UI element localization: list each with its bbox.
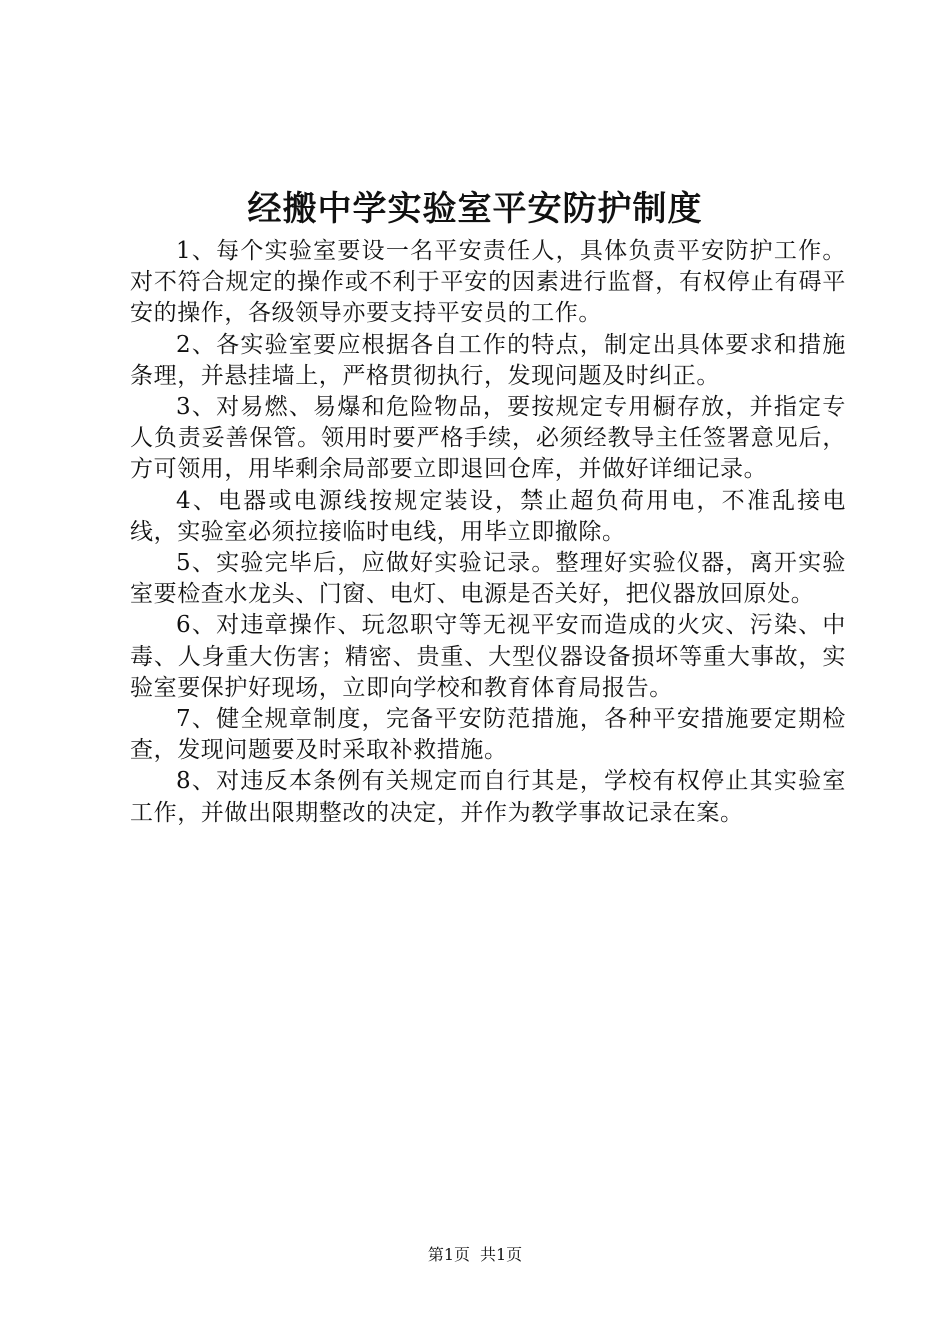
paragraph-2: 2、各实验室要应根据各自工作的特点，制定出具体要求和措施条理，并悬挂墙上，严格贯彻执行，发现问题及时纠正。 [130, 331, 846, 389]
paragraph-7: 7、健全规章制度，完备平安防范措施，各种平安措施要定期检查，发现问题要及时采取补救措施。 [130, 706, 846, 764]
paragraph-3: 3、对易燃、易爆和危险物品，要按规定专用橱存放，并指定专人负责妥善保管。领用时要严格手续，必须经教导主任签署意见后，方可领用，用毕剩余局部要立即退回仓库，并做好详细记录。 [130, 394, 846, 483]
paragraph-4: 4、电器或电源线按规定装设，禁止超负荷用电，不准乱接电线，实验室必须拉接临时电线，用毕立即撤除。 [130, 487, 846, 545]
page-footer [0, 1243, 950, 1267]
page-number: 第1页 [427, 1245, 470, 1264]
paragraph-6: 6、对违章操作、玩忽职守等无视平安而造成的火灾、污染、中毒、人身重大伤害；精密、贵重、大型仪器设备损坏等重大事故，实验室要保护好现场，立即向学校和教育体育局报告。 [130, 612, 846, 701]
paragraph-8: 8、对违反本条例有关规定而自行其是，学校有权停止其实验室工作，并做出限期整改的决定，并作为教学事故记录在案。 [130, 768, 846, 826]
paragraph-1: 1、每个实验室要设一名平安责任人，具体负责平安防护工作。对不符合规定的操作或不利于平安的因素进行监督，有权停止有碍平安的操作，各级领导亦要支持平安员的工作。 [130, 238, 846, 327]
page-total: 共1页 [480, 1245, 523, 1264]
document-body [130, 236, 846, 829]
document-title: 经搬中学实验室平安防护制度 [247, 189, 703, 229]
paragraph-5: 5、实验完毕后，应做好实验记录。整理好实验仪器，离开实验室要检查水龙头、门窗、电灯、电源是否关好，把仪器放回原处。 [130, 550, 846, 608]
